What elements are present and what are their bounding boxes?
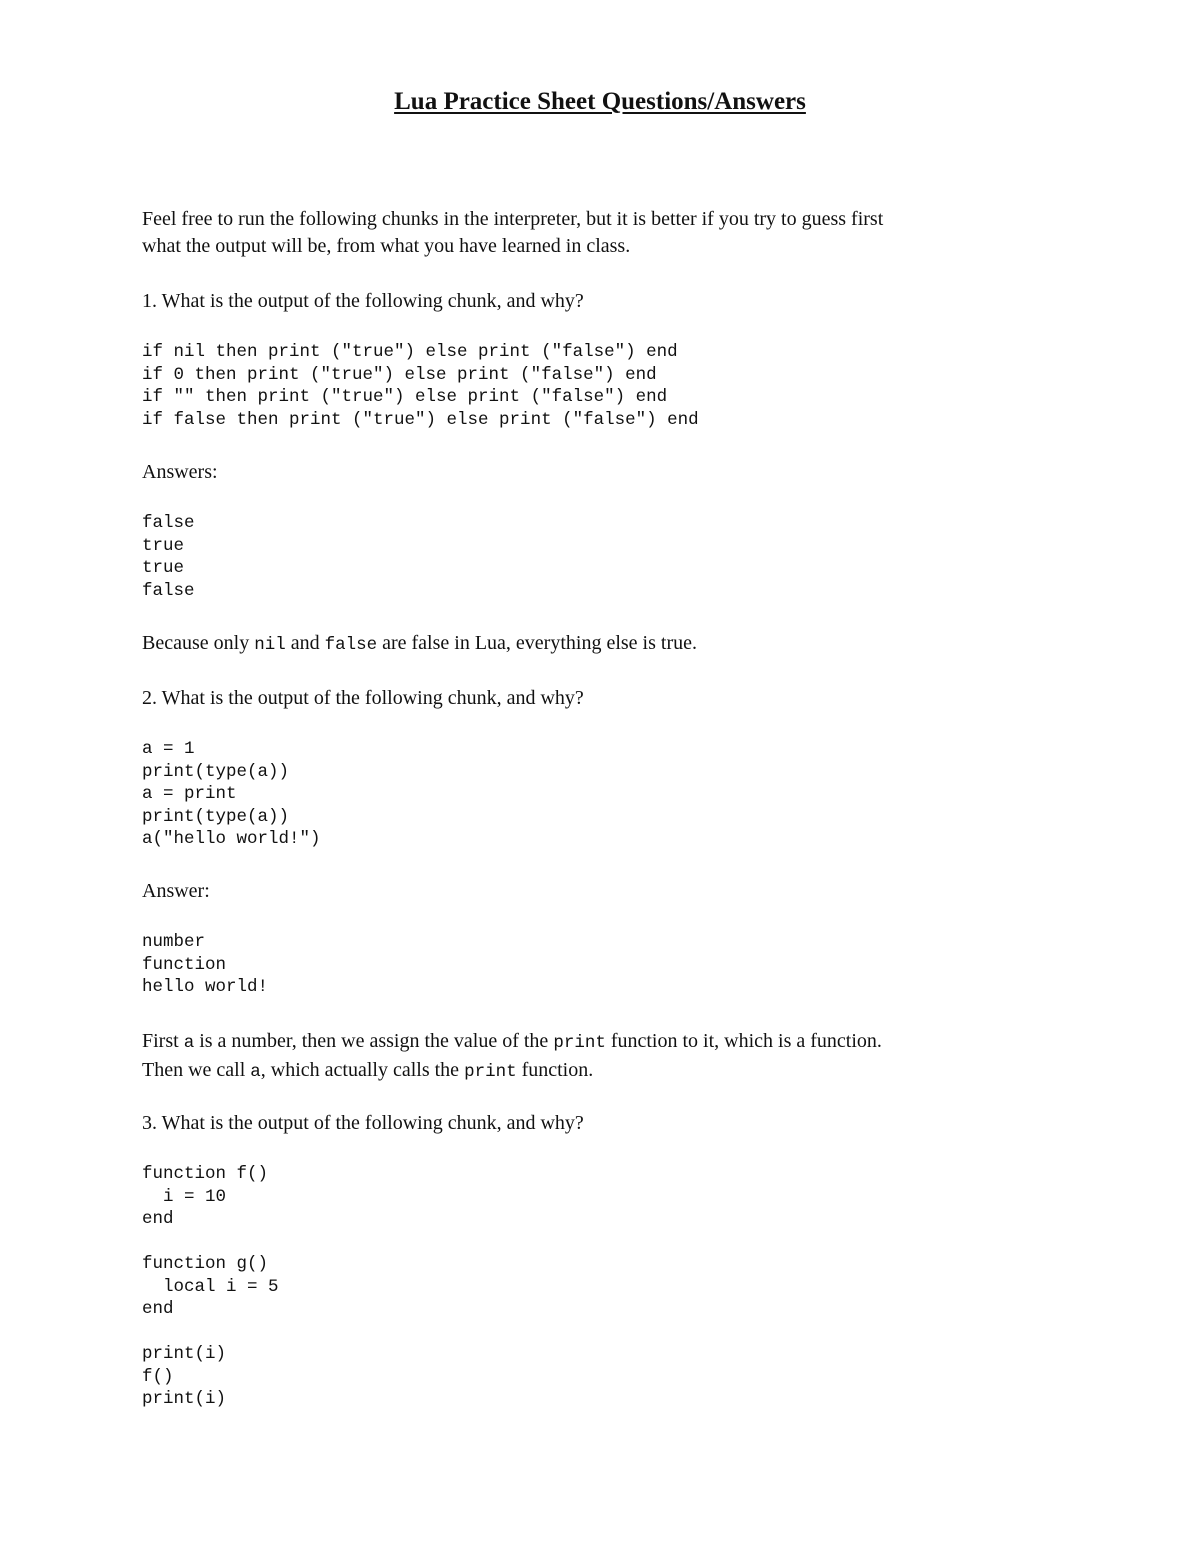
question-2-answer-label	[142, 878, 1042, 905]
inline-code: print	[464, 1062, 517, 1082]
question-2-text: 2. What is the output of the following chunk, and why?	[142, 687, 584, 709]
intro-line-2: what the output will be, from what you have learned in class.	[142, 235, 631, 257]
explanation-line-1	[142, 1028, 1042, 1057]
output-line: false	[142, 513, 195, 533]
explanation-line-2	[142, 1057, 1042, 1086]
explanation-segment: and	[285, 632, 325, 654]
code-line: a = print	[142, 784, 237, 804]
explanation-segment: , which actually calls the	[260, 1059, 465, 1081]
inline-code: a	[183, 1033, 195, 1053]
page-title: Lua Practice Sheet Questions/Answers	[394, 88, 806, 115]
inline-code: nil	[254, 635, 286, 655]
question-2-heading	[142, 685, 1042, 712]
question-1-text: 1. What is the output of the following chunk, and why?	[142, 290, 584, 312]
code-line	[142, 1321, 1042, 1344]
answer-label: Answers:	[142, 461, 218, 483]
explanation-segment: function.	[516, 1059, 594, 1081]
inline-code: false	[324, 635, 378, 655]
code-line: if "" then print ("true") else print ("false") end	[142, 387, 668, 407]
code-line: local i = 5	[142, 1276, 279, 1297]
code-line: function g()	[142, 1254, 269, 1274]
question-1-explanation	[142, 630, 1042, 659]
code-line: end	[142, 1209, 174, 1229]
question-2-output	[142, 931, 1042, 999]
output-line: function	[142, 954, 227, 975]
explanation-text	[142, 630, 1042, 659]
question-1-output	[142, 512, 1042, 602]
output-line: true	[142, 535, 185, 556]
code-line: if false then print ("true") else print ("false") end	[142, 409, 699, 430]
code-line: i = 10	[142, 1186, 227, 1207]
question-1-answer-label	[142, 459, 1042, 486]
code-line	[142, 1231, 1042, 1254]
question-2-explanation	[142, 1028, 1042, 1086]
code-line: print(i)	[142, 1344, 227, 1364]
question-3-code	[142, 1163, 1042, 1411]
question-3-heading	[142, 1110, 1042, 1137]
explanation-segment: function to it, which is a function.	[605, 1030, 882, 1052]
question-1-code	[142, 341, 1042, 431]
output-line: false	[142, 580, 195, 601]
output-line: number	[142, 932, 206, 952]
code-line: a = 1	[142, 739, 195, 759]
intro-paragraph	[142, 206, 1042, 260]
code-line: f()	[142, 1366, 174, 1387]
explanation-segment: Because only	[142, 632, 255, 654]
question-3-text: 3. What is the output of the following chunk, and why?	[142, 1112, 584, 1134]
code-line: print(i)	[142, 1389, 227, 1409]
explanation-segment: Then we call	[142, 1059, 251, 1081]
question-2-code	[142, 738, 1042, 851]
answer-label: Answer:	[142, 880, 210, 902]
question-1-heading	[142, 288, 1042, 315]
code-line: if 0 then print ("true") else print ("false") end	[142, 364, 657, 385]
inline-code: print	[553, 1033, 606, 1053]
output-line: true	[142, 558, 185, 578]
code-line: print(type(a))	[142, 761, 290, 782]
code-line: function f()	[142, 1164, 269, 1184]
inline-code: a	[250, 1062, 261, 1082]
explanation-segment: are false in Lua, everything else is true.	[377, 632, 697, 654]
intro-line-1: Feel free to run the following chunks in the interpreter, but it is better if you try to guess first	[142, 208, 884, 230]
code-line: print(type(a))	[142, 806, 290, 827]
code-line: end	[142, 1299, 174, 1319]
explanation-segment: is a number, then we assign the value of the	[194, 1030, 554, 1052]
explanation-segment: First	[142, 1030, 184, 1052]
output-line: hello world!	[142, 977, 269, 997]
code-line: if nil then print ("true") else print ("false") end	[142, 342, 678, 362]
code-line: a("hello world!")	[142, 829, 321, 849]
